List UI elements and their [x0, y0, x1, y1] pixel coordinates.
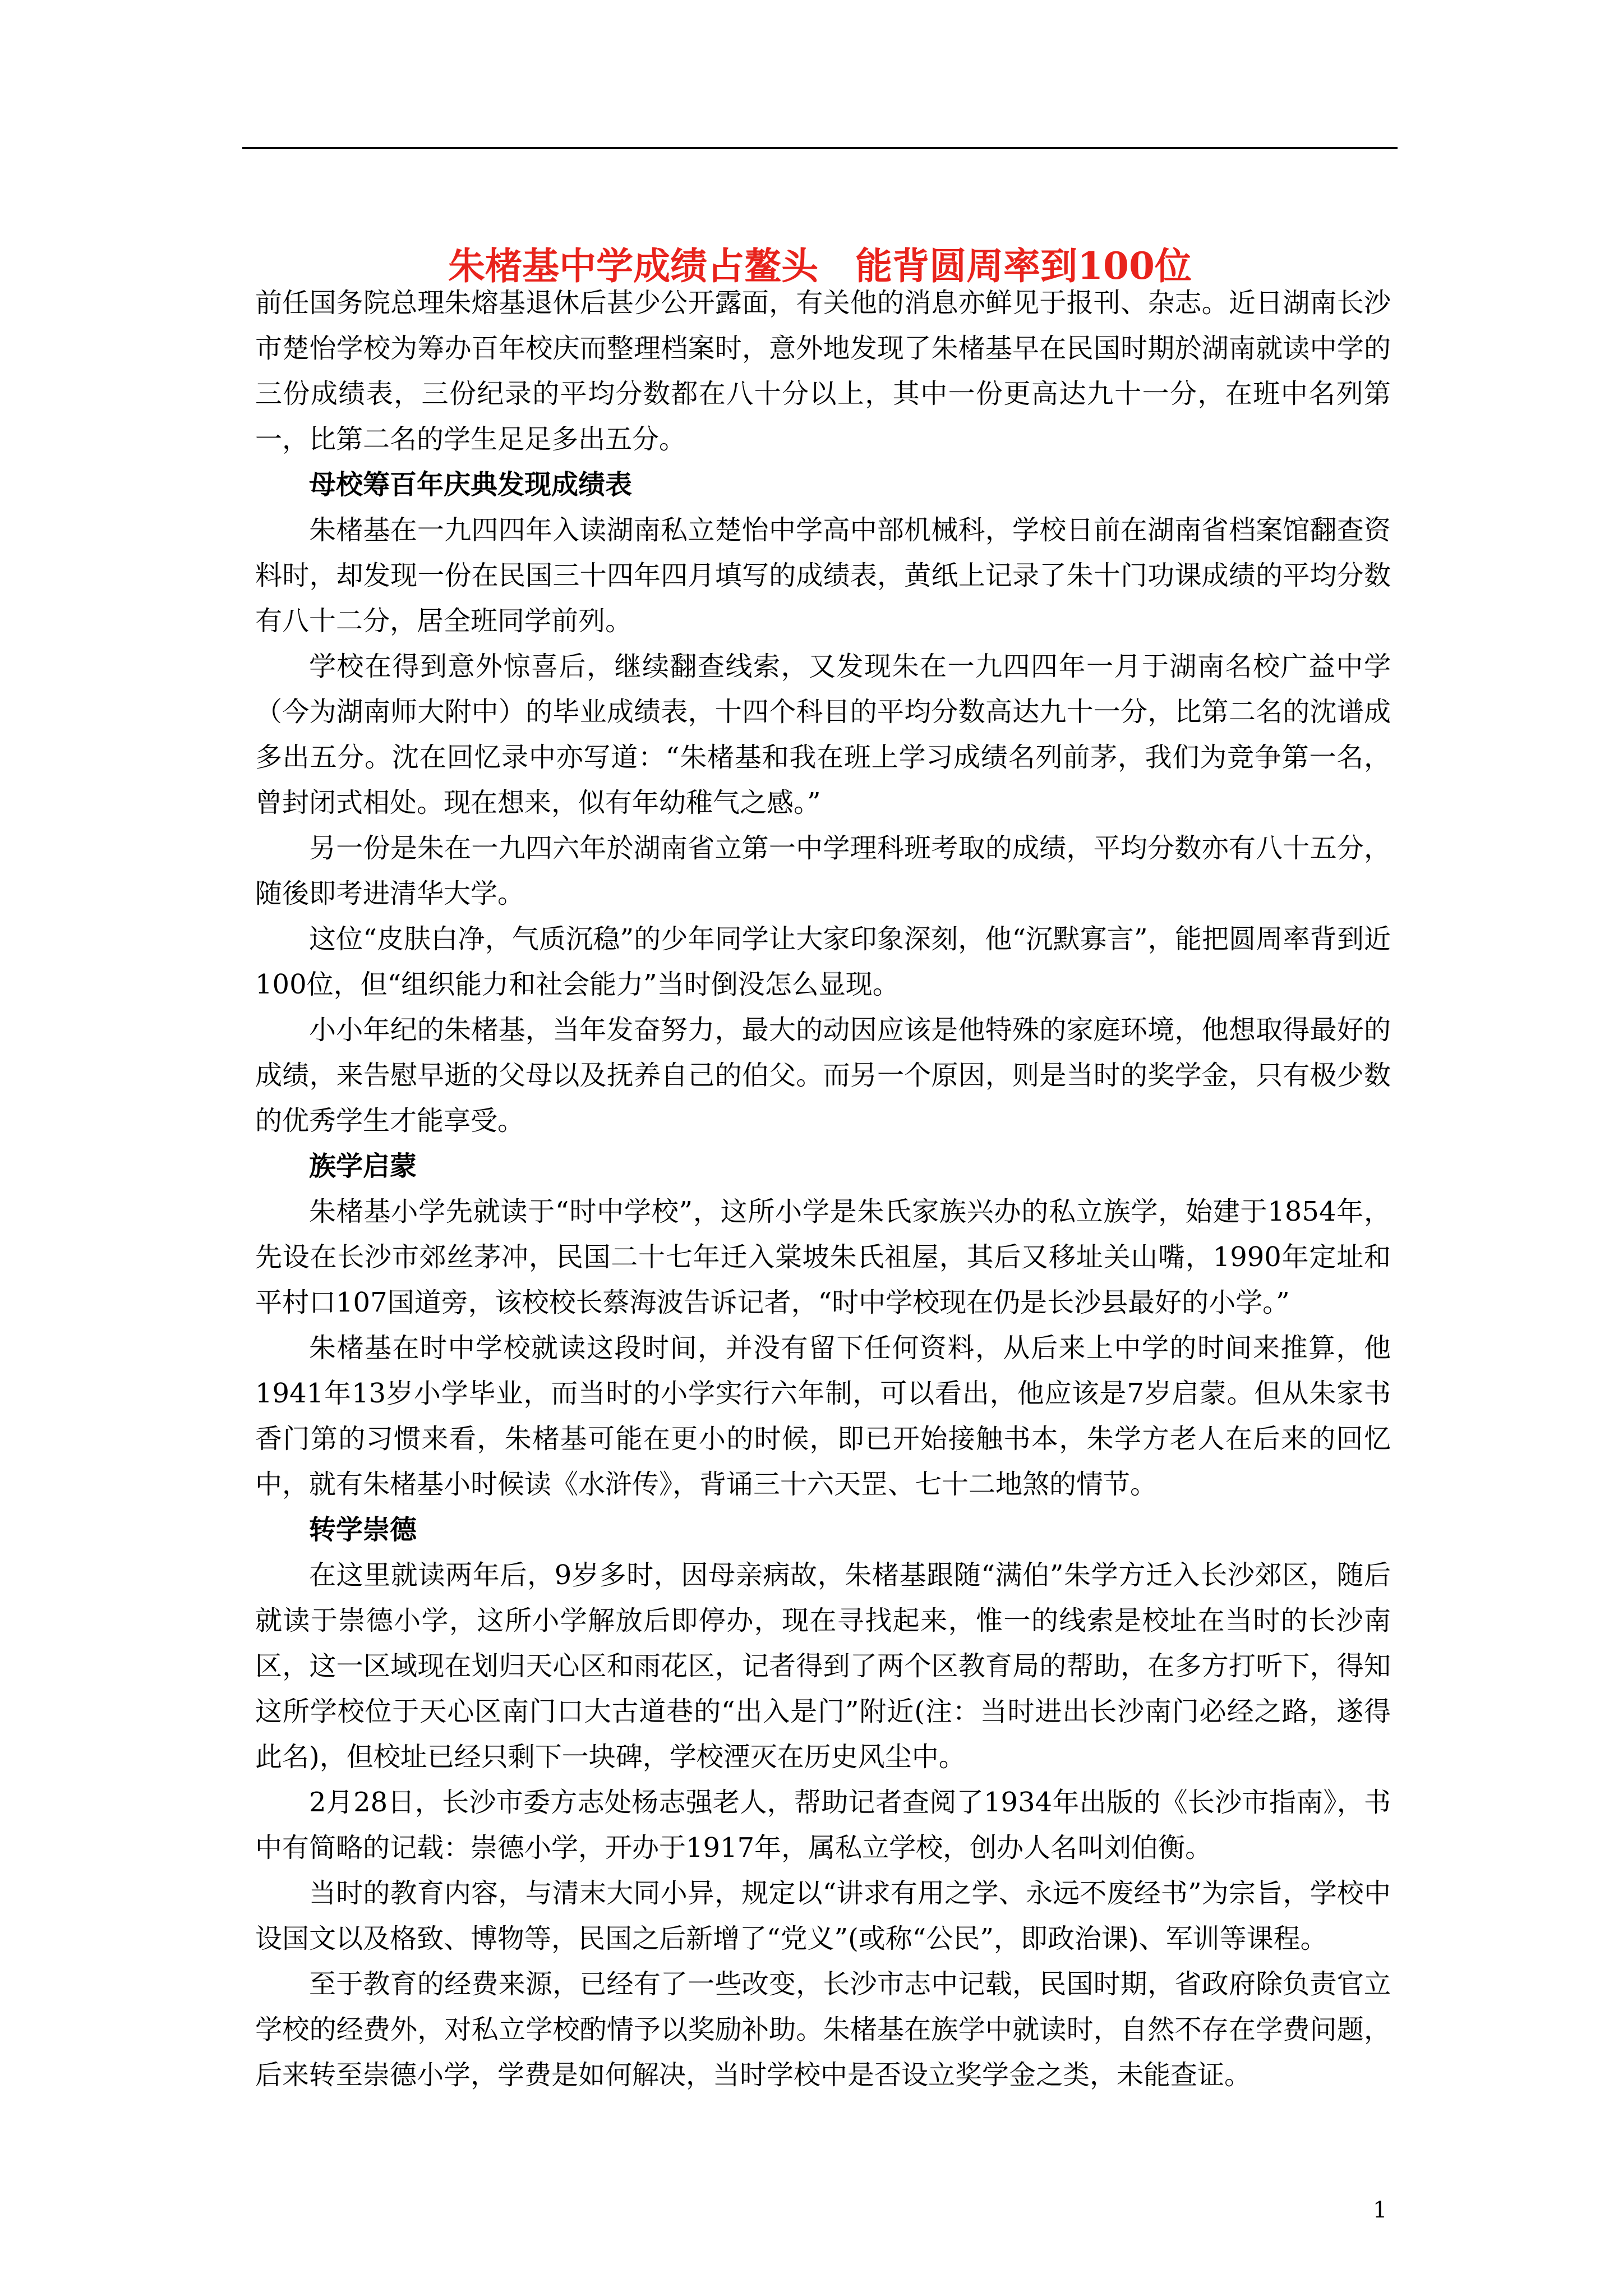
body-paragraph: 这位“皮肤白净，气质沉稳”的少年同学让大家印象深刻，他“沉默寡言”，能把圆周率背到近100位，但“组织能力和社会能力”当时倒没怎么显现。: [255, 923, 1391, 1000]
document-body: [255, 280, 1391, 2098]
body-paragraph: 学校在得到意外惊喜后，继续翻查线索，又发现朱在一九四四年一月于湖南名校广益中学（今为湖南师大附中）的毕业成绩表，十四个科目的平均分数高达九十一分，比第二名的沈谱成多出五分。沈在回忆录中亦写道：“朱楮基和我在班上学习成绩名列前茅，我们为竞争第一名，曾封闭式相处。现在想来，似有年幼稚气之感。”: [255, 651, 1391, 818]
body-paragraph: 朱楮基小学先就读于“时中学校”，这所小学是朱氏家族兴办的私立族学，始建于1854年，先设在长沙市郊丝茅冲，民国二十七年迁入棠坡朱氏祖屋，其后又移址关山嘴，1990年定址和平村口107国道旁，该校校长蔡海波告诉记者，“时中学校现在仍是长沙县最好的小学。”: [255, 1196, 1391, 1318]
body-paragraph: 当时的教育内容，与清末大同小异，规定以“讲求有用之学、永远不废经书”为宗旨，学校中设国文以及格致、博物等，民国之后新增了“党义”(或称“公民”，即政治课)、军训等课程。: [255, 1878, 1391, 1954]
section-heading: 转学崇德: [309, 1514, 417, 1545]
page-number: 1: [1373, 2197, 1387, 2223]
section-heading: 母校筹百年庆典发现成绩表: [309, 469, 633, 500]
section-heading: 族学启蒙: [309, 1151, 417, 1182]
body-paragraph: 在这里就读两年后，9岁多时，因母亲病故，朱楮基跟随“满伯”朱学方迁入长沙郊区，随后就读于崇德小学，这所小学解放后即停办，现在寻找起来，惟一的线索是校址在当时的长沙南区，这一区域现在划归天心区和雨花区，记者得到了两个区教育局的帮助，在多方打听下，得知这所学校位于天心区南门口大古道巷的“出入是门”附近(注：当时进出长沙南门必经之路，遂得此名)，但校址已经只剩下一块碑，学校湮灭在历史风尘中。: [255, 1559, 1391, 1773]
header-rule: [242, 147, 1398, 149]
body-paragraph: 2月28日，长沙市委方志处杨志强老人，帮助记者查阅了1934年出版的《长沙市指南》，书中有简略的记载：崇德小学，开办于1917年，属私立学校，创办人名叫刘伯衡。: [255, 1787, 1391, 1864]
intro-paragraph: 前任国务院总理朱熔基退休后甚少公开露面，有关他的消息亦鲜见于报刊、杂志。近日湖南长沙市楚怡学校为筹办百年校庆而整理档案时，意外地发现了朱楮基早在民国时期於湖南就读中学的三份成绩表，三份纪录的平均分数都在八十分以上，其中一份更高达九十一分，在班中名列第一，比第二名的学生足足多出五分。: [255, 287, 1391, 455]
body-paragraph: 至于教育的经费来源，已经有了一些改变，长沙市志中记载，民国时期，省政府除负责官立学校的经费外，对私立学校酌情予以奖励补助。朱楮基在族学中就读时，自然不存在学费问题，后来转至崇德小学，学费是如何解决，当时学校中是否设立奖学金之类，未能查证。: [255, 1968, 1391, 2091]
body-paragraph: 朱楮基在时中学校就读这段时间，并没有留下任何资料，从后来上中学的时间来推算，他1941年13岁小学毕业，而当时的小学实行六年制，可以看出，他应该是7岁启蒙。但从朱家书香门第的习惯来看，朱楮基可能在更小的时候，即已开始接触书本，朱学方老人在后来的回忆中，就有朱楮基小时候读《水浒传》，背诵三十六天罡、七十二地煞的情节。: [255, 1332, 1391, 1500]
document-title: 朱楮基中学成绩占鳌头 能背圆周率到100位: [448, 244, 1192, 288]
body-paragraph: 另一份是朱在一九四六年於湖南省立第一中学理科班考取的成绩，平均分数亦有八十五分，随後即考进清华大学。: [255, 832, 1391, 909]
body-paragraph: 朱楮基在一九四四年入读湖南私立楚怡中学高中部机械科，学校日前在湖南省档案馆翻查资料时，却发现一份在民国三十四年四月填写的成绩表，黄纸上记录了朱十门功课成绩的平均分数有八十二分，居全班同学前列。: [255, 514, 1391, 637]
body-paragraph: 小小年纪的朱楮基，当年发奋努力，最大的动因应该是他特殊的家庭环境，他想取得最好的成绩，来告慰早逝的父母以及抚养自己的伯父。而另一个原因，则是当时的奖学金，只有极少数的优秀学生才能享受。: [255, 1014, 1391, 1137]
